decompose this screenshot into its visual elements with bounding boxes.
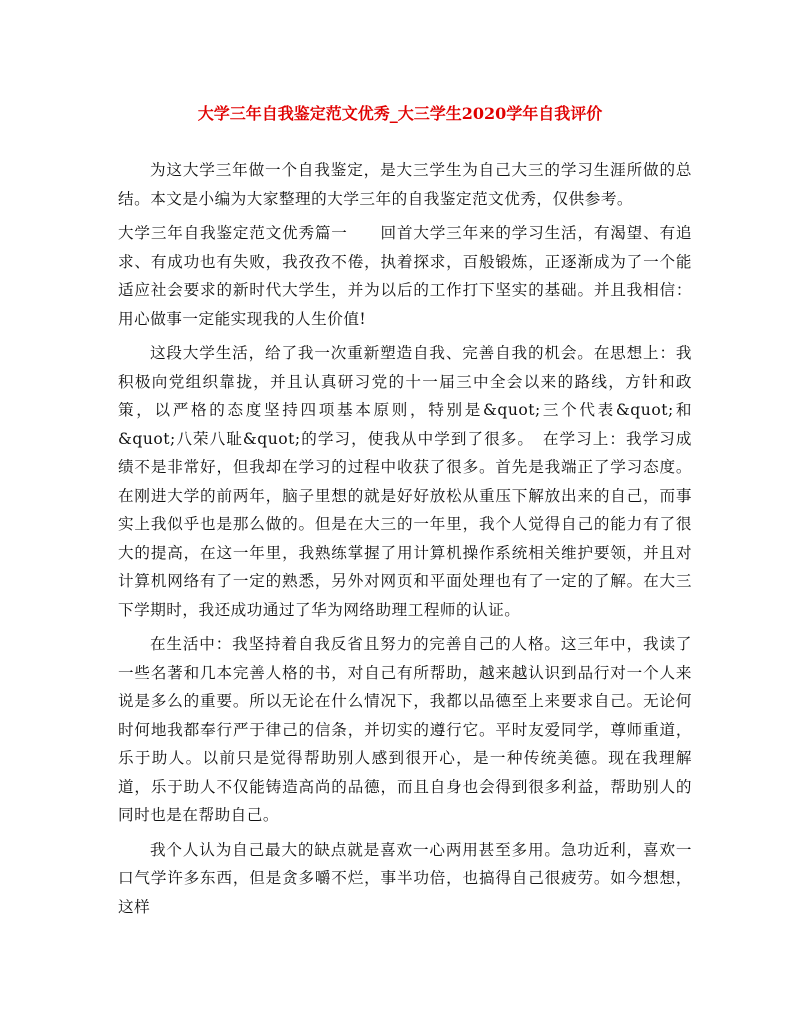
paragraph-section-one: 大学三年自我鉴定范文优秀篇一 回首大学三年来的学习生活，有渴望、有追求、有成功也有失败，我孜孜不倦，执着探求，百般锻炼，正逐渐成为了一个能适应社会要求的新时代大学生，并为以后的工作打下坚实的基础。并且我相信：用心做事一定能实现我的人生价值! [118,224,692,328]
document-body [118,156,692,927]
paragraph-life: 在生活中：我坚持着自我反省且努力的完善自己的人格。这三年中，我读了一些名著和几本完善人格的书，对自己有所帮助，越来越认识到品行对一个人来说是多么的重要。所以无论在什么情况下，我都以品德至上来要求自己。无论何时何地我都奉行严于律己的信条，并切实的遵行它。平时友爱同学，尊师重道，乐于助人。以前只是觉得帮助别人感到很开心，是一种传统美德。现在我理解道，乐于助人不仅能铸造高尚的品德，而且自身也会得到很多利益，帮助别人的同时也是在帮助自己。 [118,635,692,824]
document-title: 大学三年自我鉴定范文优秀_大三学生2020学年自我评价 [197,104,603,123]
paragraph-intro: 为这大学三年做一个自我鉴定，是大三学生为自己大三的学习生涯所做的总结。本文是小编为大家整理的大学三年的自我鉴定范文优秀，仅供参考。 [118,161,692,208]
paragraph-weakness: 我个人认为自己最大的缺点就是喜欢一心两用甚至多用。急功近利，喜欢一口气学许多东西，但是贪多嚼不烂，事半功倍，也搞得自己很疲劳。如今想想，这样 [118,840,692,916]
paragraph-thought-study: 这段大学生活，给了我一次重新塑造自我、完善自我的机会。在思想上：我积极向党组织靠拢，并且认真研习党的十一届三中全会以来的路线，方针和政策，以严格的态度坚持四项基本原则，特别是&quot;三个代表&quot;和&quot;八荣八耻&quot;的学习，使我从中学到了很多。 在学习上：我学习成绩不是非常好，但我却在学习的过程中收获了很多。首先是我端正了学习态度。在刚进大学的前两年，脑子里想的就是好好放松从重压下解放出来的自己，而事实上我似乎也是那么做的。但是在大三的一年里，我个人觉得自己的能力有了很大的提高，在这一年里，我熟练掌握了用计算机操作系统相关维护要领，并且对计算机网络有了一定的熟悉，另外对网页和平面处理也有了一定的了解。在大三下学期时，我还成功通过了华为网络助理工程师的认证。 [118,344,692,619]
